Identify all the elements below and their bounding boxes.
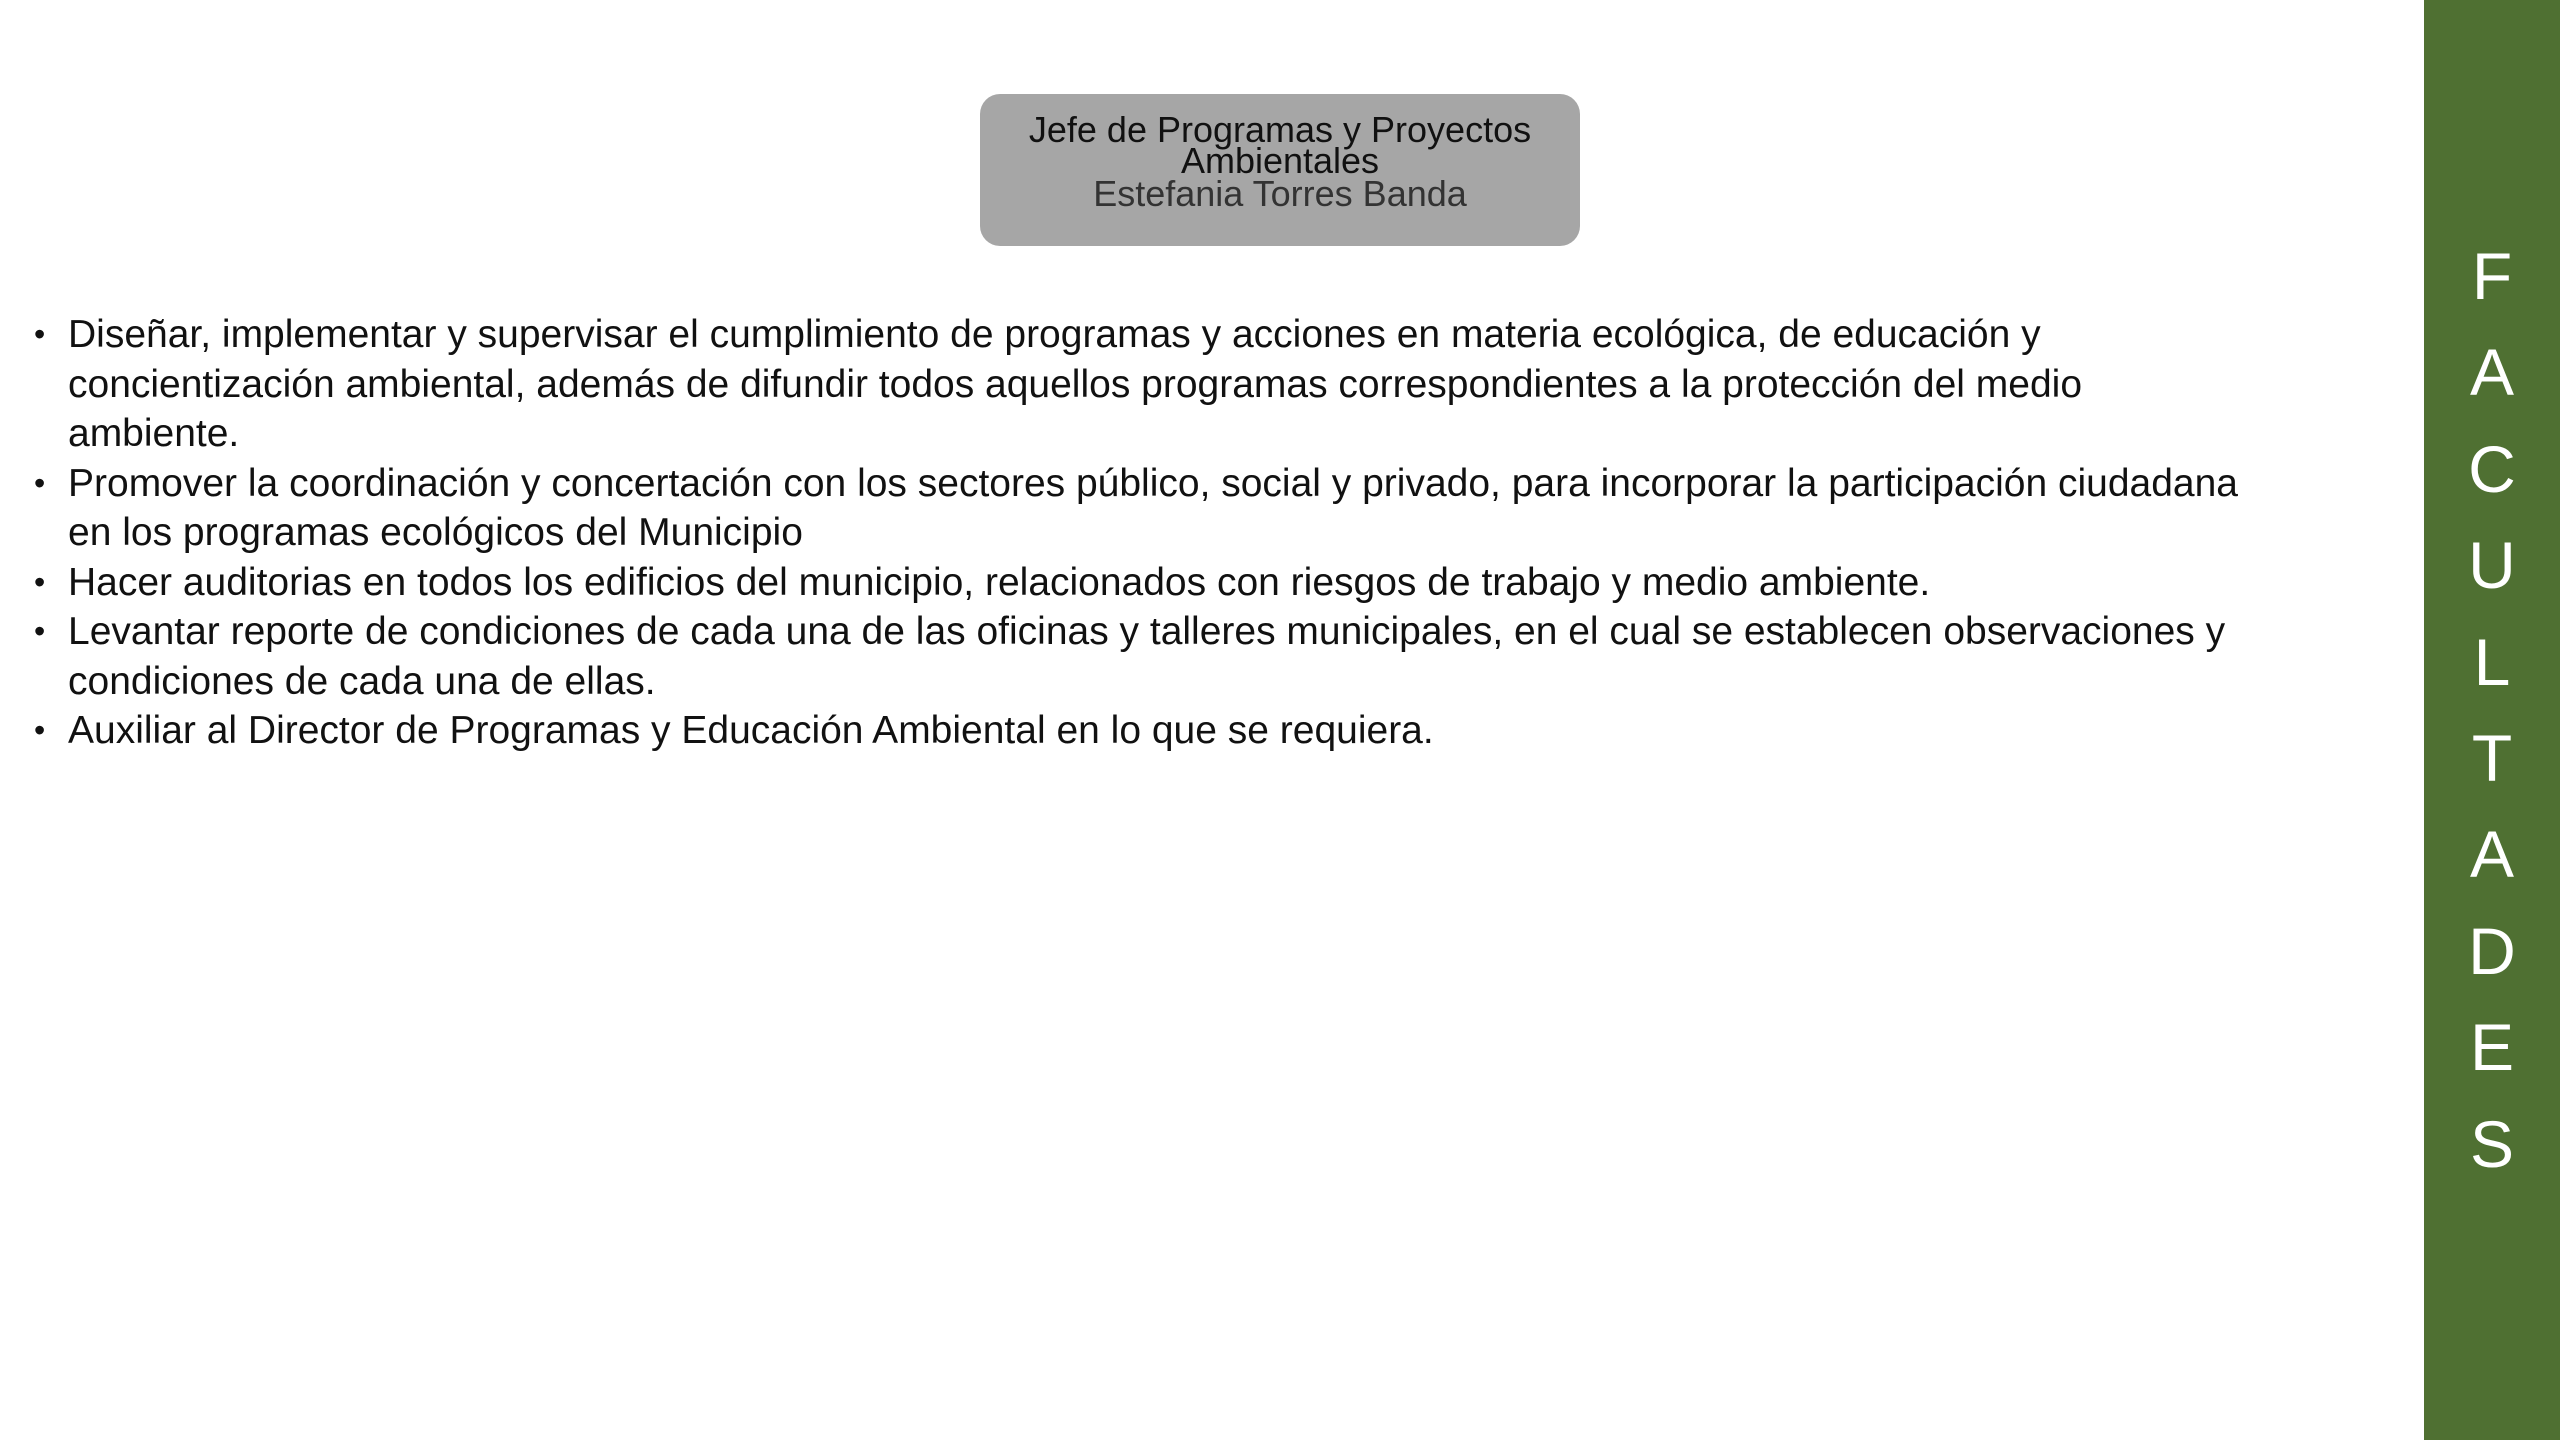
position-title-box bbox=[980, 94, 1580, 246]
sidebar-letter: A bbox=[2469, 335, 2515, 410]
sidebar-letter: D bbox=[2468, 913, 2516, 988]
duty-item bbox=[28, 706, 2248, 756]
sidebar-letter: L bbox=[2473, 624, 2511, 699]
sidebar-letter: E bbox=[2469, 1010, 2515, 1085]
duty-item bbox=[28, 310, 2248, 459]
position-holder-name: Estefania Torres Banda bbox=[1093, 173, 1467, 214]
sidebar-letter: T bbox=[2471, 721, 2513, 796]
facultades-sidebar bbox=[2424, 0, 2560, 1440]
duty-item bbox=[28, 607, 2248, 706]
sidebar-letter: F bbox=[2471, 239, 2513, 313]
bullet: • bbox=[34, 464, 46, 501]
sidebar-letter: U bbox=[2468, 528, 2516, 603]
duty-text: Diseñar, implementar y supervisar el cumplimiento de programas y acciones en materia ecológica, de educación y concientización ambiental, además de difundir todos aquellos programas correspondientes a la protección del medio ambiente. bbox=[68, 313, 2083, 455]
duty-item bbox=[28, 459, 2248, 558]
duty-text: Promover la coordinación y concertación con los sectores público, social y privado, para incorporar la participación ciudadana en los programas ecológicos del Municipio bbox=[68, 461, 2238, 554]
position-role: Jefe de Programas y Proyectos Ambientales bbox=[1028, 109, 1532, 181]
sidebar-letter: S bbox=[2469, 1106, 2515, 1181]
bullet: • bbox=[34, 712, 46, 748]
bullet: • bbox=[34, 316, 46, 352]
duty-text: Hacer auditorias en todos los edificios del municipio, relacionados con riesgos de trabajo y medio ambiente. bbox=[68, 560, 1931, 604]
bullet: • bbox=[34, 563, 46, 600]
duties-list bbox=[28, 310, 2248, 756]
sidebar-vertical-title bbox=[2424, 228, 2560, 1192]
sidebar-letter: C bbox=[2468, 431, 2516, 506]
duty-text: Auxiliar al Director de Programas y Educación Ambiental en lo que se requiera. bbox=[68, 709, 1434, 752]
bullet: • bbox=[34, 613, 46, 649]
duty-item bbox=[28, 558, 2248, 608]
duty-text: Levantar reporte de condiciones de cada una de las oficinas y talleres municipales, en el cual se establecen observaciones y condiciones de cada una de ellas. bbox=[68, 610, 2226, 703]
sidebar-letter: A bbox=[2469, 817, 2515, 892]
